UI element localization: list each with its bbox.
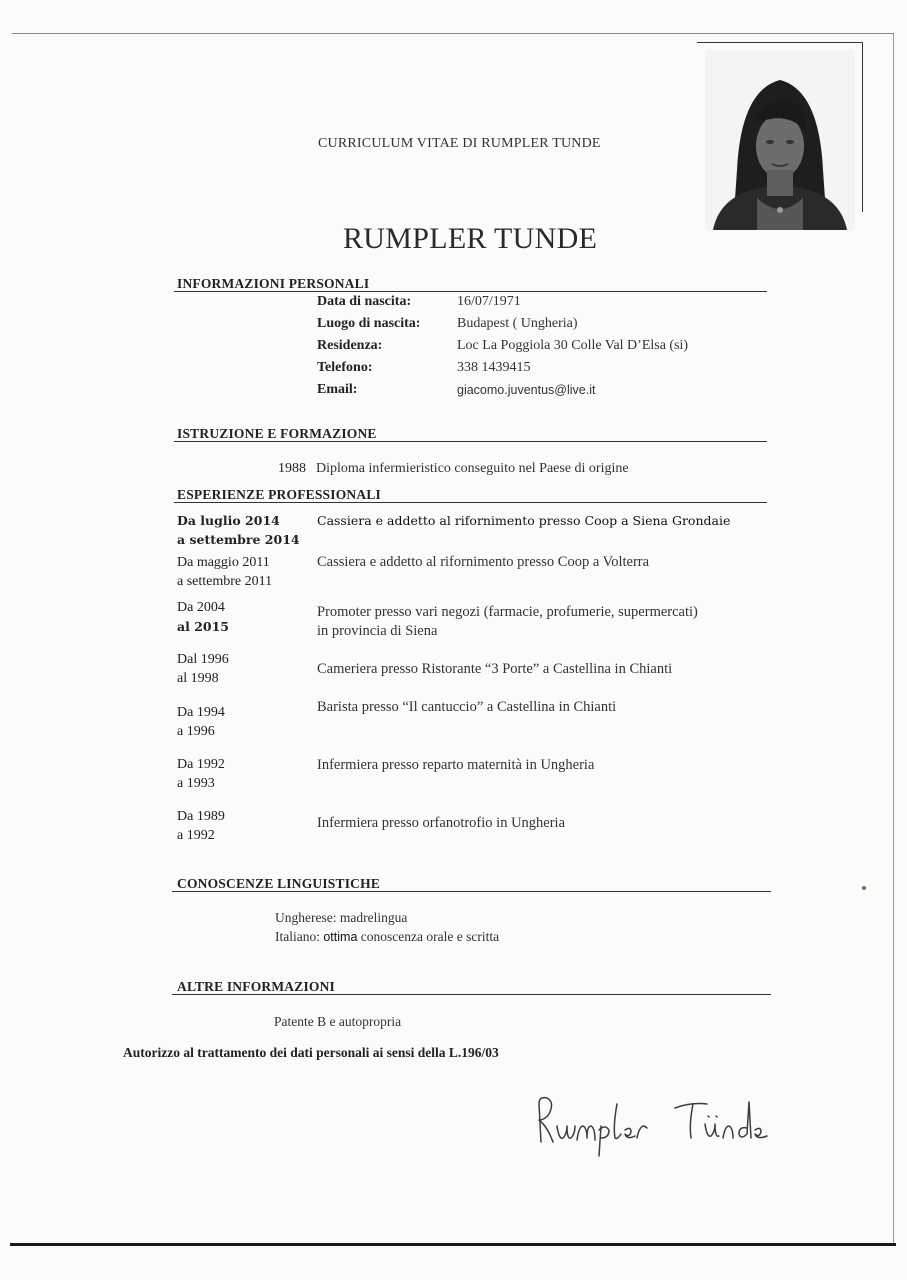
section-heading-languages: CONOSCENZE LINGUISTICHE [177,876,381,891]
section-rule [172,994,771,995]
scan-edge-right [893,34,894,1244]
experience-period [177,511,300,549]
other-info-text: Patente B e autopropria [274,1014,402,1029]
experience-description: Cassiera e addetto al rifornimento presso Coop a Siena Grondaie [317,513,731,528]
candidate-name: RUMPLER TUNDE [343,222,598,255]
experience-period-from: Da luglio 2014 [177,513,280,528]
experience-description: Barista presso “Il cantuccio” a Castellina in Chianti [317,699,617,715]
experience-period-to: a settembre 2011 [177,574,273,589]
experience-period-to: a 1993 [177,776,215,791]
section-rule [172,891,771,892]
language-line-hungarian: Ungherese: madrelingua [275,910,408,925]
experience-description [317,603,698,641]
experience-description-line: in provincia di Siena [317,623,438,639]
experience-period-from: Da maggio 2011 [177,555,270,570]
document-title: CURRICULUM VITAE DI RUMPLER TUNDE [318,136,601,151]
section-heading-personal: INFORMAZIONI PERSONALI [177,276,370,291]
experience-period [177,807,225,845]
privacy-consent: Autorizzo al trattamento dei dati personali ai sensi della L.196/03 [123,1045,499,1060]
education-text: Diploma infermieristico conseguito nel Paese di origine [316,461,629,476]
experience-period-from: Da 2004 [177,600,225,615]
language-italian-suffix: conoscenza orale e scritta [360,929,500,944]
experience-description: Cameriera presso Ristorante “3 Porte” a Castellina in Chianti [317,661,673,677]
scan-edge-bottom [10,1243,896,1246]
field-label-birth-date: Data di nascita: [317,294,412,309]
experience-period-to: a settembre 2014 [177,532,300,547]
field-label-birth-place: Luogo di nascita: [317,316,421,331]
experience-period [177,703,225,741]
experience-period-from: Da 1994 [177,705,225,720]
section-rule [174,441,767,442]
experience-period [177,650,229,688]
section-heading-education: ISTRUZIONE E FORMAZIONE [177,426,377,441]
field-label-phone: Telefono: [317,360,373,375]
experience-period-to: al 1998 [177,671,219,686]
section-rule [174,502,767,503]
scan-speck [862,886,866,890]
photo-frame [697,42,863,230]
education-year: 1988 [278,461,306,476]
section-heading-experience: ESPERIENZE PROFESSIONALI [177,487,381,502]
experience-period [177,553,272,591]
experience-period-to: al 2015 [177,619,229,634]
experience-description: Infermiera presso orfanotrofio in Ungheria [317,815,566,831]
field-value-residence: Loc La Poggiola 30 Colle Val D’Elsa (si) [457,338,689,353]
handwritten-signature [533,1090,778,1160]
field-value-phone: 338 1439415 [457,360,531,375]
experience-period-from: Da 1989 [177,809,225,824]
field-label-residence: Residenza: [317,338,383,353]
field-value-email: giacomo.juventus@live.it [457,383,596,397]
section-rule [174,291,767,292]
photo-frame-line [697,42,863,43]
scan-edge-top [12,33,894,34]
experience-description: Infermiera presso reparto maternità in Ungheria [317,757,595,773]
experience-period-from: Da 1992 [177,757,225,772]
experience-period [177,755,225,793]
field-value-birth-place: Budapest ( Ungheria) [457,316,578,331]
experience-description: Cassiera e addetto al rifornimento presso Coop a Volterra [317,554,650,570]
experience-period [177,598,229,636]
field-value-birth-date: 16/07/1971 [457,294,521,309]
photo-frame-line [862,42,863,212]
language-italian-prefix: Italiano: [275,929,320,944]
field-label-email: Email: [317,382,358,397]
section-heading-other: ALTRE INFORMAZIONI [177,979,335,994]
experience-period-to: a 1992 [177,828,215,843]
experience-period-from: Dal 1996 [177,652,229,667]
experience-period-to: a 1996 [177,724,215,739]
language-line-italian [275,929,499,945]
portrait-photo [705,50,855,230]
experience-description-line: Promoter presso vari negozi (farmacie, profumerie, supermercati) [317,604,698,620]
language-italian-level: ottima [323,930,358,944]
